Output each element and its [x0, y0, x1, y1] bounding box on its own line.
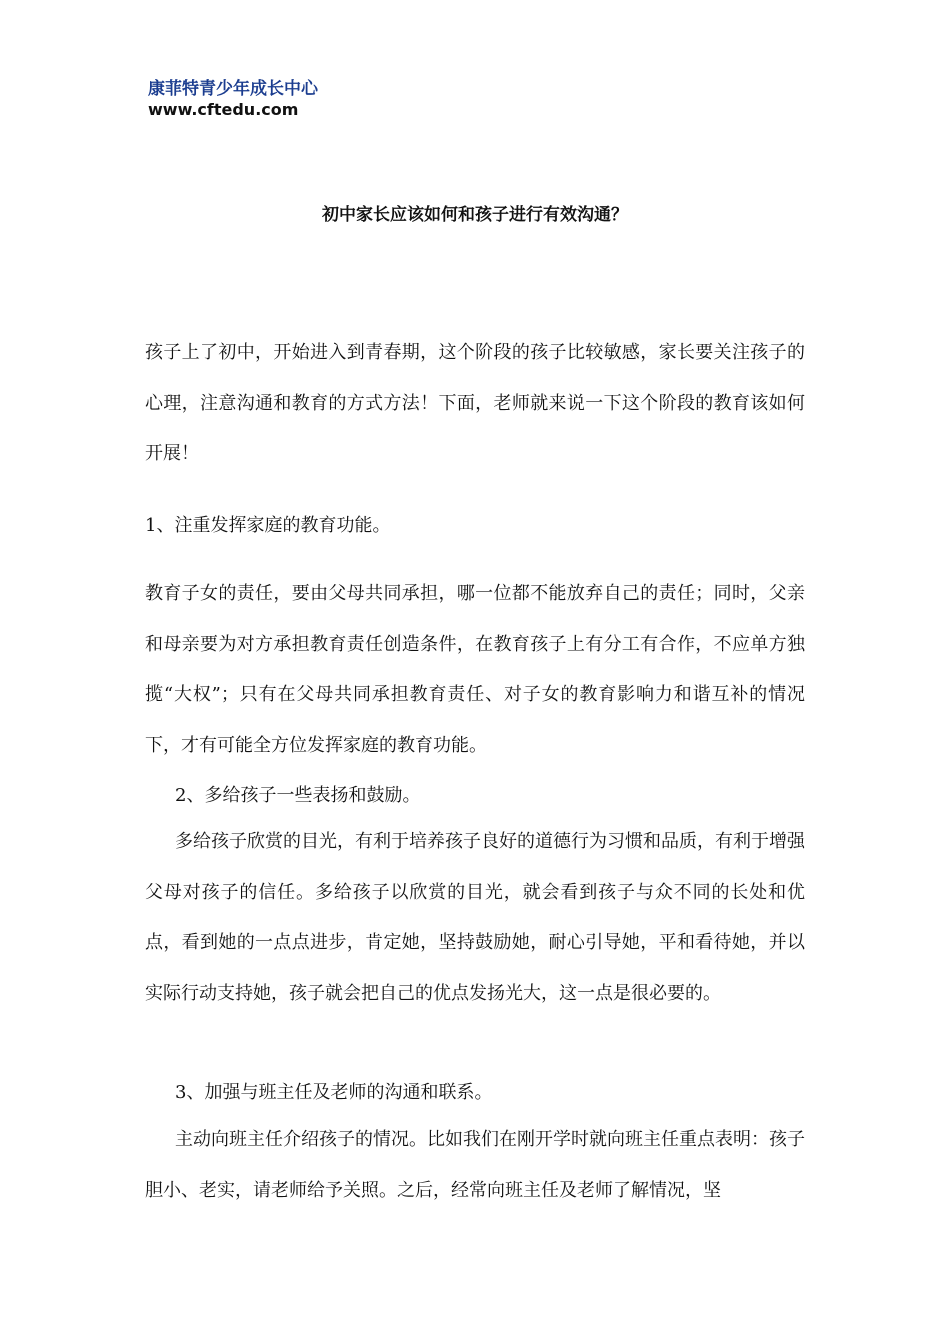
section-heading-1: 1、注重发挥家庭的教育功能。: [145, 515, 391, 536]
logo: [148, 78, 318, 120]
intro-paragraph: 孩子上了初中，开始进入到青春期，这个阶段的孩子比较敏感，家长要关注孩子的心理，注意沟通和教育的方式方法！下面，老师就来说一下这个阶段的教育该如何开展！: [145, 342, 805, 464]
section-paragraph-3: 主动向班主任介绍孩子的情况。比如我们在刚开学时就向班主任重点表明：孩子胆小、老实，请老师给予关照。之后，经常向班主任及老师了解情况，坚: [145, 1129, 805, 1201]
logo-name: 康菲特青少年成长中心: [148, 79, 318, 99]
section-paragraph-2: 多给孩子欣赏的目光，有利于培养孩子良好的道德行为习惯和品质，有利于增强父母对孩子的信任。多给孩子以欣赏的目光，就会看到孩子与众不同的长处和优点，看到她的一点点进步，肯定她，坚持鼓励她，耐心引导她，平和看待她，并以实际行动支持她，孩子就会把自己的优点发扬光大，这一点是很必要的。: [145, 831, 805, 1004]
logo-url: www.cftedu.com: [148, 100, 299, 119]
section-heading-2: 2、多给孩子一些表扬和鼓励。: [175, 785, 421, 806]
section-heading-3: 3、加强与班主任及老师的沟通和联系。: [175, 1082, 493, 1103]
section-paragraph-1: 教育子女的责任，要由父母共同承担，哪一位都不能放弃自己的责任；同时，父亲和母亲要为对方承担教育责任创造条件，在教育孩子上有分工有合作，不应单方独揽“大权”；只有在父母共同承担教育责任、对子女的教育影响力和谐互补的情况下，才有可能全方位发挥家庭的教育功能。: [145, 583, 805, 756]
document-title: 初中家长应该如何和孩子进行有效沟通？: [322, 205, 628, 225]
